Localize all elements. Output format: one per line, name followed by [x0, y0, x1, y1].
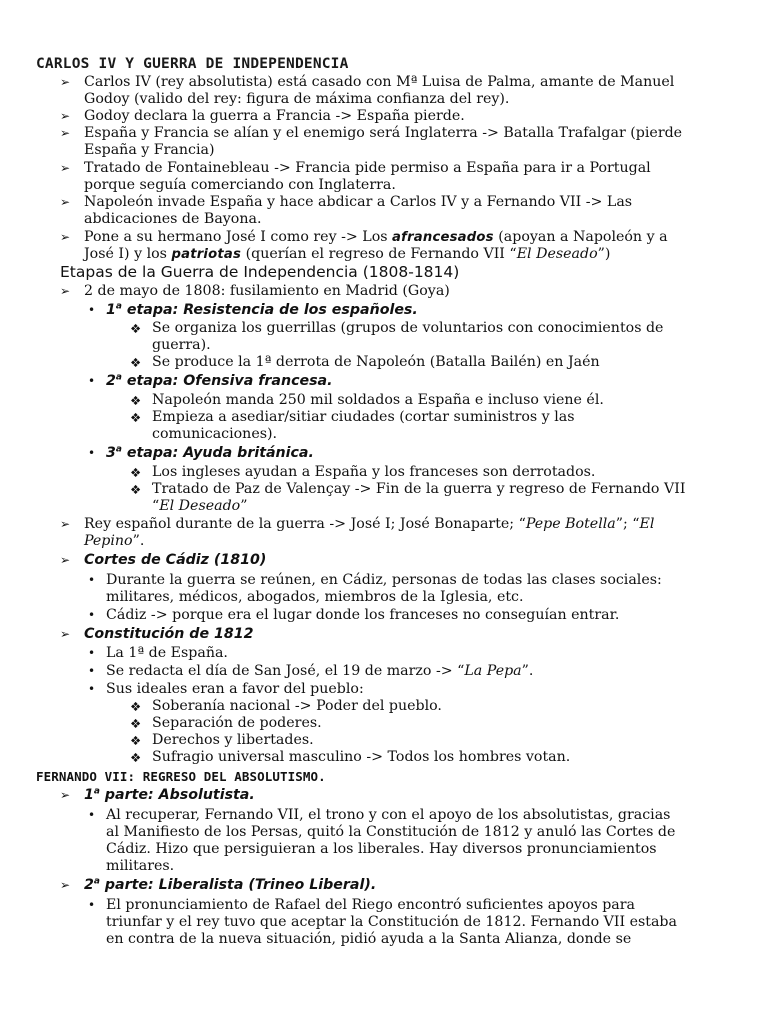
arrow-bullet-icon: ➢ — [60, 788, 71, 802]
item-text: Godoy declara la guerra a Francia -> España pierde. — [84, 108, 465, 124]
item-text: Tratado de Paz de Valençay -> Fin de la guerra y regreso de Fernando VII — [152, 481, 686, 497]
dot-bullet-icon: • — [88, 608, 96, 622]
section-title-etapas: Etapas de la Guerra de Independencia (1808-1814) — [60, 263, 460, 281]
item-text: Se produce la 1ª derrota de Napoleón (Batalla Bailén) en Jaén — [152, 354, 600, 370]
diamond-bullet-icon: ❖ — [130, 750, 142, 765]
item-text: Sufragio universal masculino -> Todos los hombres votan. — [152, 749, 571, 765]
item-text: Napoleón manda 250 mil soldados a España e incluso viene él. — [152, 392, 604, 408]
item-text: La 1ª de España. — [106, 645, 228, 661]
item-text: Separación de poderes. — [152, 715, 322, 731]
parte-heading: 2$^a$ parte: Liberalista (Trineo Liberal). — [84, 876, 377, 893]
item-text: Sus ideales eran a favor del pueblo: — [106, 681, 364, 697]
item-text: Durante la guerra se reúnen, en Cádiz, personas de todas las clases sociales: — [106, 572, 662, 588]
item-text: Tratado de Fontainebleau -> Francia pide permiso a España para ir a Portugal — [84, 160, 651, 176]
item-text-continued: España y Francia) — [84, 142, 215, 158]
section-title-carlos-iv: CARLOS IV Y GUERRA DE INDEPENDENCIA — [36, 56, 349, 72]
diamond-bullet-icon: ❖ — [130, 410, 142, 425]
dot-bullet-icon: • — [88, 808, 96, 822]
arrow-bullet-icon: ➢ — [60, 75, 71, 89]
item-text: Se redacta el día de San José, el 19 de marzo -> “La Pepa”. — [106, 663, 534, 679]
item-text-continued: José I) y los patriotas (querían el regreso de Fernando VII “El Deseado”) — [84, 246, 611, 262]
item-text: España y Francia se alían y el enemigo será Inglaterra -> Batalla Trafalgar (pierde — [84, 125, 683, 141]
item-text-continued: Godoy (valido del rey: figura de máxima confianza del rey). — [84, 91, 510, 107]
item-text: Napoleón invade España y hace abdicar a Carlos IV y a Fernando VII -> Las — [84, 194, 633, 210]
item-text: Al recuperar, Fernando VII, el trono y con el apoyo de los absolutistas, gracias — [106, 807, 671, 823]
arrow-bullet-icon: ➢ — [60, 284, 71, 298]
constitucion-heading: Constitución de 1812 — [84, 626, 254, 642]
arrow-bullet-icon: ➢ — [60, 627, 71, 641]
arrow-bullet-icon: ➢ — [60, 161, 71, 175]
dot-bullet-icon: • — [88, 898, 96, 912]
item-text: Pone a su hermano José I como rey -> Los afrancesados (apoyan a Napoleón y a — [84, 229, 668, 245]
item-text-continued: abdicaciones de Bayona. — [84, 211, 262, 227]
item-text: Se organiza los guerrillas (grupos de voluntarios con conocimientos de — [152, 320, 664, 336]
diamond-bullet-icon: ❖ — [130, 393, 142, 408]
item-text: 2 de mayo de 1808: fusilamiento en Madrid (Goya) — [84, 283, 450, 299]
diamond-bullet-icon: ❖ — [130, 465, 142, 480]
item-text: Soberanía nacional -> Poder del pueblo. — [152, 698, 442, 714]
etapa-heading: 1$^a$ etapa: Resistencia de los españoles. — [106, 301, 418, 318]
diamond-bullet-icon: ❖ — [130, 321, 142, 336]
dot-bullet-icon: • — [88, 573, 96, 587]
item-text-continued: comunicaciones). — [152, 426, 278, 442]
diamond-bullet-icon: ❖ — [130, 716, 142, 731]
cortes-heading: Cortes de Cádiz (1810) — [84, 552, 267, 568]
arrow-bullet-icon: ➢ — [60, 126, 71, 140]
item-text: Los ingleses ayudan a España y los franceses son derrotados. — [152, 464, 596, 480]
diamond-bullet-icon: ❖ — [130, 482, 142, 497]
dot-bullet-icon: • — [88, 682, 96, 696]
dot-bullet-icon: • — [88, 374, 96, 388]
patriotas-term: patriotas — [171, 247, 242, 262]
arrow-bullet-icon: ➢ — [60, 195, 71, 209]
etapa-heading: 2$^a$ etapa: Ofensiva francesa. — [106, 372, 333, 389]
item-text-continued: Pepino”. — [84, 533, 145, 549]
diamond-bullet-icon: ❖ — [130, 733, 142, 748]
item-text-continued: militares, médicos, abogados, miembros de la Iglesia, etc. — [106, 589, 524, 605]
item-text-continued: al Manifiesto de los Persas, quitó la Constitución de 1812 y anuló las Cortes de — [106, 824, 676, 840]
dot-bullet-icon: • — [88, 303, 96, 317]
item-text-continued: “El Deseado” — [152, 498, 248, 514]
arrow-bullet-icon: ➢ — [60, 109, 71, 123]
item-text-continued: militares. — [106, 858, 175, 874]
item-text: Empieza a asediar/sitiar ciudades (cortar suministros y las — [152, 409, 575, 425]
arrow-bullet-icon: ➢ — [60, 553, 71, 567]
arrow-bullet-icon: ➢ — [60, 878, 71, 892]
parte-heading: 1$^a$ parte: Absolutista. — [84, 786, 255, 803]
item-text-continued: porque seguía comerciando con Inglaterra. — [84, 177, 396, 193]
arrow-bullet-icon: ➢ — [60, 517, 71, 531]
item-text: Derechos y libertades. — [152, 732, 314, 748]
item-text: El pronunciamiento de Rafael del Riego encontró suficientes apoyos para — [106, 897, 636, 913]
diamond-bullet-icon: ❖ — [130, 355, 142, 370]
item-text-continued: en contra de la nueva situación, pidió ayuda a la Santa Alianza, donde se — [106, 931, 632, 947]
dot-bullet-icon: • — [88, 646, 96, 660]
item-text-continued: Cádiz. Hizo que persiguieran a los liberales. Hay diversos pronunciamientos — [106, 841, 657, 857]
section-title-fernando-vii: FERNANDO VII: REGRESO DEL ABSOLUTISMO. — [36, 769, 326, 784]
item-text: Carlos IV (rey absolutista) está casado con Mª Luisa de Palma, amante de Manuel — [84, 74, 675, 90]
arrow-bullet-icon: ➢ — [60, 230, 71, 244]
item-text: Rey español durante de la guerra -> José I; José Bonaparte; “Pepe Botella”; “El — [84, 516, 655, 532]
diamond-bullet-icon: ❖ — [130, 699, 142, 714]
afrancesados-term: afrancesados — [392, 230, 494, 245]
item-text: Cádiz -> porque era el lugar donde los franceses no conseguían entrar. — [106, 607, 620, 623]
item-text-continued: guerra). — [152, 337, 211, 353]
dot-bullet-icon: • — [88, 446, 96, 460]
etapa-heading: 3$^a$ etapa: Ayuda británica. — [106, 444, 314, 461]
dot-bullet-icon: • — [88, 664, 96, 678]
item-text-continued: triunfar y el rey tuvo que aceptar la Constitución de 1812. Fernando VII estaba — [106, 914, 677, 930]
